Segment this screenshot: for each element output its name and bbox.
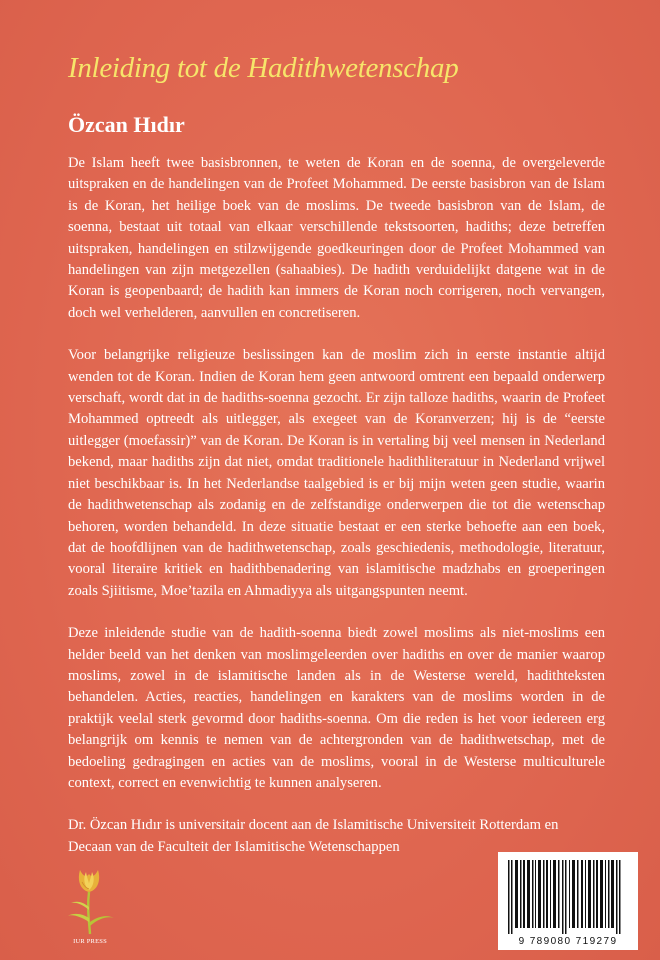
blurb-paragraph-1: De Islam heeft twee basisbronnen, te weten de Koran en de soenna, de overgeleverde uitspraken en de handelingen van de Profeet Mohammed. De eerste basisbron van de Islam is de Koran, het heilige boek van de moslims. De tweede basisbron van de Islam, de soenna, bestaat uit totaal van elkaar verschillende tekstsoorten, hadiths; deze betreffen uitspraken, handelingen en stilzwijgende goedkeuringen door de Profeet Mohammed van handelingen van zijn metgezellen (sahaabies). De hadith verduidelijkt datgene wat in de Koran is geopenbaard; de hadith kan immers de Koran noch corrigeren, noch vervangen, doch wel verhelderen, aanvullen en concretiseren.: [68, 155, 605, 321]
publisher-name: IUR PRESS: [73, 938, 107, 945]
blurb-text: [68, 153, 605, 879]
book-author: Özcan Hıdır: [68, 112, 185, 137]
blurb-paragraph-3: Deze inleidende studie van de hadith-soenna biedt zowel moslims als niet-moslims een helder beeld van het denken van moslimgeleerden over hadiths en over de manier waarop moslims, zowel in de islamitische landen als in de Westerse wereld, hadithteksten behandelen. Acties, reacties, handelingen en karakters van de moslims worden in de praktijk veelal sterk gevormd door hadiths-soenna. Om die reden is het voor iedereen erg belangrijk om kennis te nemen van de achtergronden van de hadithwetschap, met de bedoeling gedragingen en acties van de moslims, vooral in de Westerse multiculturele context, correct en evenwichtig te kunnen analyseren.: [68, 625, 605, 791]
tulip-icon: [62, 862, 118, 948]
author-bio: Dr. Özcan Hıdır is universitair docent aan de Islamitische Universiteit Rotterdam en Decaan van de Faculteit der Islamitische Wetenschappen: [68, 817, 559, 855]
blurb-paragraph-2: Voor belangrijke religieuze beslissingen kan de moslim zich in eerste instantie altijd wenden tot de Koran. Indien de Koran hem geen antwoord omtrent een bepaald onderwerp verschaft, wordt dat in de hadiths-soenna gezocht. Er zijn talloze hadiths, waarin de Profeet Mohammed optreedt als uitlegger, als exegeet van de Koranverzen; hij is de “eerste uitlegger (moefassir)” van de Koran. De Koran is in vertaling bij veel mensen in Nederland bekend, maar hadiths zijn dat niet, omdat traditionele hadithliteratuur in Nederland vrijwel niet beschikbaar is. In het Nederlandse taalgebied is er bij mijn weten geen studie, waarin de hadithwetenschap als zodanig en de zelfstandige onderwerpen die tot die wetenschap behoren, worden behandeld. In deze situatie bestaat er een sterke behoefte aan een boek, dat de hoofdlijnen van de hadithwetenschap, zoals geschiedenis, methodologie, literatuur, vooral literaire kritiek en hadithbenadering van islamitische madzhabs en groeperingen zoals Sjiitisme, Moe’tazila en Ahmadiyya als uitgangspunten neemt.: [68, 347, 605, 599]
barcode: [498, 852, 638, 950]
barcode-number: 9 789080 719279: [518, 936, 618, 947]
book-title: Inleiding tot de Hadithwetenschap: [68, 52, 459, 84]
